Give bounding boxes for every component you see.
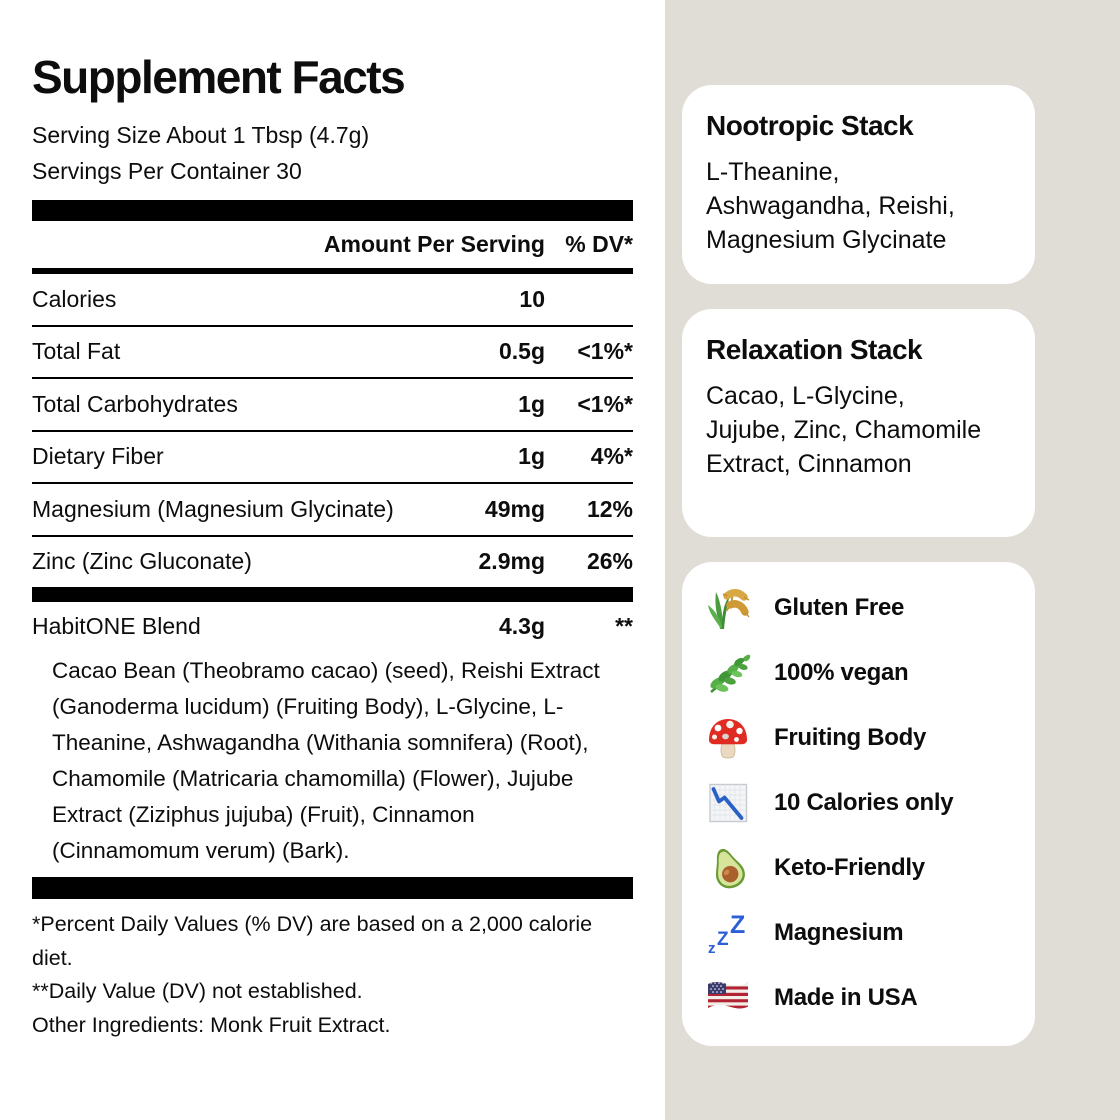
blend-amount: 4.3g	[498, 613, 545, 639]
card-body-line: Magnesium Glycinate	[706, 226, 947, 254]
row-name: Calories	[32, 285, 117, 312]
feature-label: Keto-Friendly	[774, 853, 925, 881]
avocado-icon	[704, 844, 752, 892]
footnote-other-ingredients: Other Ingredients: Monk Fruit Extract.	[32, 1012, 391, 1037]
footer-bar	[32, 877, 633, 899]
feature-item	[704, 835, 1035, 900]
blend-dv: **	[615, 613, 633, 639]
mushroom-icon	[704, 714, 752, 762]
row-name: Total Carbohydrates	[32, 390, 238, 417]
chart-decreasing-icon	[704, 779, 752, 827]
relaxation-stack-card	[682, 309, 1035, 537]
feature-item	[704, 575, 1035, 640]
sidebar	[665, 0, 1120, 1120]
amount-column-header: Amount Per Serving	[323, 231, 545, 257]
nootropic-stack-card	[682, 85, 1035, 284]
table-row	[32, 484, 633, 537]
column-headers	[32, 221, 633, 268]
blend-divider-bar	[32, 589, 633, 602]
row-dv: 4%*	[590, 443, 633, 470]
row-amount: 1g	[518, 390, 545, 417]
svg-text:z: z	[708, 939, 716, 956]
rice-plant-icon	[704, 584, 752, 632]
svg-text:Z: Z	[730, 910, 746, 939]
card-body-line: Jujube, Zinc, Chamomile	[706, 416, 982, 444]
blend-name: HabitONE Blend	[32, 613, 201, 639]
card-body	[706, 155, 1011, 257]
footnotes	[32, 908, 633, 1042]
table-row	[32, 327, 633, 380]
table-row	[32, 432, 633, 485]
page-title: Supplement Facts	[32, 51, 405, 103]
row-name: Zinc (Zinc Gluconate)	[32, 548, 252, 575]
card-title: Relaxation Stack	[706, 334, 923, 365]
feature-item	[704, 640, 1035, 705]
footnote-dv-not-established: **Daily Value (DV) not established.	[32, 979, 363, 1003]
serving-size: Serving Size About 1 Tbsp (4.7g)	[32, 122, 370, 148]
card-title: Nootropic Stack	[706, 110, 914, 141]
card-body	[706, 379, 1011, 481]
table-row	[32, 379, 633, 432]
row-name: Dietary Fiber	[32, 443, 164, 470]
svg-text:Z: Z	[717, 928, 729, 950]
card-body-line: Extract, Cinnamon	[706, 450, 912, 478]
row-amount: 49mg	[484, 495, 545, 522]
blend-ingredients: Cacao Bean (Theobramo cacao) (seed), Reishi Extract (Ganoderma lucidum) (Fruiting Body), L-Glycine, L-Theanine, Ashwagandha (Withania somnifera) (Root), Chamomile (Matricaria chamomilla) (Flower), Jujube Extract (Ziziphus jujuba) (Fruit), Cinnamon (Cinnamomum verum) (Bark).	[52, 658, 600, 863]
feature-item	[704, 900, 1035, 965]
card-body-line: L-Theanine,	[706, 158, 840, 186]
row-name: Magnesium (Magnesium Glycinate)	[32, 495, 394, 522]
features-card	[682, 562, 1035, 1046]
table-row	[32, 274, 633, 327]
row-dv: <1%*	[577, 338, 633, 365]
feature-item	[704, 965, 1035, 1030]
feature-label: Fruiting Body	[774, 723, 927, 751]
row-dv: <1%*	[577, 390, 633, 417]
row-dv: 26%	[586, 548, 633, 575]
row-amount: 1g	[518, 443, 545, 470]
feature-item	[704, 705, 1035, 770]
feature-label: 10 Calories only	[774, 788, 954, 816]
header-bar	[32, 200, 633, 221]
feature-label: Made in USA	[774, 983, 918, 1011]
card-body-line: Ashwagandha, Reishi,	[706, 192, 955, 220]
footnote-daily-values: *Percent Daily Values (% DV) are based on a 2,000 calorie diet.	[32, 912, 593, 970]
row-amount: 2.9mg	[478, 548, 545, 575]
table-row	[32, 537, 633, 590]
serving-info	[32, 117, 633, 189]
feature-label: Gluten Free	[774, 593, 905, 621]
servings-per-container: Servings Per Container 30	[32, 158, 302, 184]
row-name: Total Fat	[32, 338, 121, 365]
row-amount: 10	[519, 285, 545, 312]
card-body-line: Cacao, L-Glycine,	[706, 382, 905, 410]
herb-icon	[704, 649, 752, 697]
usa-flag-icon	[704, 974, 752, 1022]
row-dv: 12%	[586, 495, 633, 522]
zzz-icon	[704, 909, 752, 957]
feature-item	[704, 770, 1035, 835]
dv-column-header: % DV*	[565, 231, 633, 257]
blend-row	[32, 602, 633, 651]
feature-label: Magnesium	[774, 918, 904, 946]
row-amount: 0.5g	[498, 338, 545, 365]
feature-label: 100% vegan	[774, 658, 909, 686]
